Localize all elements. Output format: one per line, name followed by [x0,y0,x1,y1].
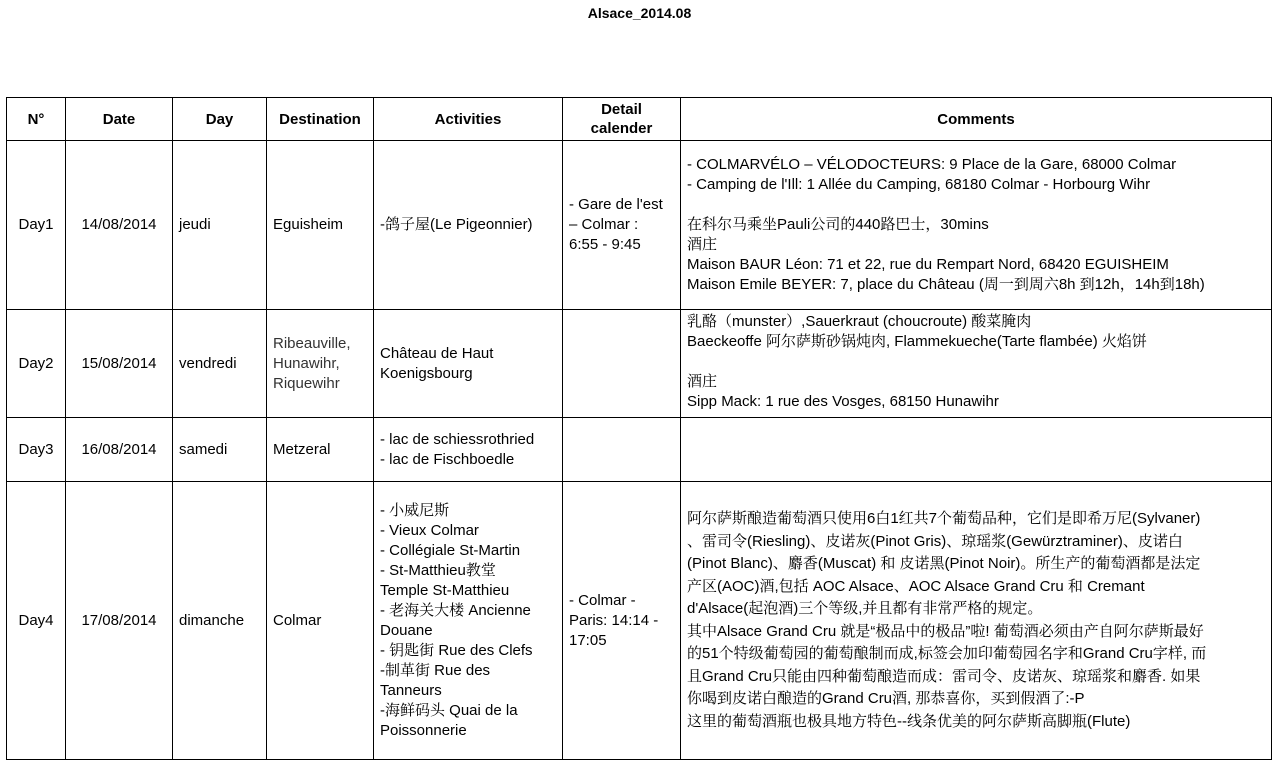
comment-line: 其中Alsace Grand Cru 就是“极品中的极品”啦! 葡萄酒必须由产自阿尔萨斯最好 [687,622,1204,640]
cell-destination [267,141,374,310]
cell-date: 17/08/2014 [66,482,173,760]
cell-no: Day1 [7,141,66,310]
cell-day: vendredi [173,310,267,418]
header-no: N° [7,98,66,141]
activity-line: Douane [380,621,433,639]
detail-line: 17:05 [569,631,607,649]
cell-destination [267,482,374,760]
cell-activities [374,418,563,482]
cell-destination [267,418,374,482]
table-row [7,141,1272,310]
detail-line: Paris: 14:14 - [569,611,659,629]
cell-no: Day2 [7,310,66,418]
comment-line: 酒庄 [687,373,718,390]
detail-line: - Colmar - [569,591,636,609]
comment-line: Maison BAUR Léon: 71 et 22, rue du Rempart Nord, 68420 EGUISHEIM [687,256,1169,273]
activity-line: - Vieux Colmar [380,521,479,539]
header-day: Day [173,98,267,141]
comment-line: (Pinot Blanc)、麝香(Muscat) 和 皮诺黑(Pinot Noir)。所生产的葡萄酒都是法定 [687,555,1201,572]
activity-line: - 钥匙街 Rue des Clefs [380,641,533,659]
activity-line: Tanneurs [380,681,442,699]
comment-line: 这里的葡萄酒瓶也极具地方特色--线条优美的阿尔萨斯高脚瓶(Flute) [687,712,1131,730]
cell-comments [681,482,1272,760]
cell-day: dimanche [173,482,267,760]
activity-line: - Collégiale St-Martin [380,541,521,559]
destination-line: Colmar [273,611,322,629]
cell-detail [563,310,681,418]
comment-line: - COLMARVÉLO – VÉLODOCTEURS: 9 Place de la Gare, 68000 Colmar [687,156,1177,173]
activity-line: -海鲜码头 Quai de la [380,701,518,719]
header-activities: Activities [374,98,563,141]
comment-spacer [687,352,1265,372]
activity-line: - lac de Fischboedle [380,450,515,468]
header-destination: Destination [267,98,374,141]
activity-line: - 小威尼斯 [380,501,450,519]
comment-line: 、雷司令(Riesling)、皮诺灰(Pinot Gris)、琼瑶浆(Gewürztraminer)、皮诺白 [687,532,1183,550]
destination-line: Metzeral [273,440,331,458]
cell-activities [374,141,563,310]
activity-line: Temple St-Matthieu [380,581,510,599]
cell-date: 15/08/2014 [66,310,173,418]
cell-date: 14/08/2014 [66,141,173,310]
comment-line: 且Grand Cru只能由四种葡萄酿造而成：雷司令、皮诺灰、琼瑶浆和麝香. 如果 [687,667,1201,685]
comment-line: 乳酪（munster）,Sauerkraut (choucroute) 酸菜腌肉 [687,313,1032,330]
header-detail-line2: calender [590,120,653,137]
comment-line: 在科尔马乘坐Pauli公司的440路巴士，30mins [687,216,989,233]
document-title: Alsace_2014.08 [587,5,692,21]
table-row [7,310,1272,418]
header-comments: Comments [681,98,1272,141]
destination-line: Hunawihr, [273,354,340,372]
activity-line: - St-Matthieu教堂 [380,561,496,579]
cell-no: Day3 [7,418,66,482]
destination-line: Eguisheim [273,216,344,233]
comment-line: 酒庄 [687,236,718,253]
cell-destination [267,310,374,418]
cell-activities [374,310,563,418]
activity-line: -鸽子屋(Le Pigeonnier) [380,216,533,233]
comment-line: Baeckeoffe 阿尔萨斯砂锅炖肉, Flammekueche(Tarte flambée) 火焰饼 [687,333,1147,350]
cell-detail [563,418,681,482]
comment-line: Maison Emile BEYER: 7, place du Château (周一到周六8h 到12h，14h到18h) [687,276,1205,293]
table-row [7,418,1272,482]
header-row [7,98,1272,141]
comment-line: Sipp Mack: 1 rue des Vosges, 68150 Hunawihr [687,393,999,410]
cell-day: samedi [173,418,267,482]
comment-line: d'Alsace(起泡酒)三个等级,并且都有非常严格的规定。 [687,600,1043,617]
comment-line: 产区(AOC)酒,包括 AOC Alsace、AOC Alsace Grand Cru 和 Cremant [687,577,1145,595]
header-date: Date [66,98,173,141]
comment-line: 你喝到皮诺白酿造的Grand Cru酒, 那恭喜你，买到假酒了:-P [687,690,1085,707]
comment-line: - Camping de l'Ill: 1 Allée du Camping, 68180 Colmar - Horbourg Wihr [687,176,1151,193]
activity-line: - 老海关大楼 Ancienne [380,601,531,619]
detail-line: – Colmar : [569,216,639,233]
cell-activities [374,482,563,760]
cell-comments [681,310,1272,418]
cell-detail [563,141,681,310]
activity-line: -制革街 Rue des [380,661,491,679]
cell-comments [681,141,1272,310]
cell-date: 16/08/2014 [66,418,173,482]
activity-line: - lac de schiessrothried [380,430,535,448]
activity-line: Poissonnerie [380,721,467,739]
cell-day: jeudi [173,141,267,310]
header-detail-calender [563,98,681,141]
header-detail-line1: Detail [601,101,642,118]
cell-no: Day4 [7,482,66,760]
comment-line: 阿尔萨斯酿造葡萄酒只使用6白1红共7个葡萄品种，它们是即希万尼(Sylvaner) [687,510,1201,527]
table-row [7,482,1272,760]
comment-spacer [687,195,1265,215]
detail-line: - Gare de l'est [569,196,663,213]
comment-line: 的51个特级葡萄园的葡萄酿制而成,标签会加印葡萄园名字和Grand Cru字样, 而 [687,645,1207,662]
cell-detail [563,482,681,760]
detail-line: 6:55 - 9:45 [569,236,641,253]
itinerary-table [6,97,1272,760]
activity-line: Koenigsbourg [380,364,473,382]
activity-line: Château de Haut [380,344,494,362]
destination-line: Ribeauville, [273,334,351,352]
cell-comments [681,418,1272,482]
destination-line: Riquewihr [273,374,340,392]
